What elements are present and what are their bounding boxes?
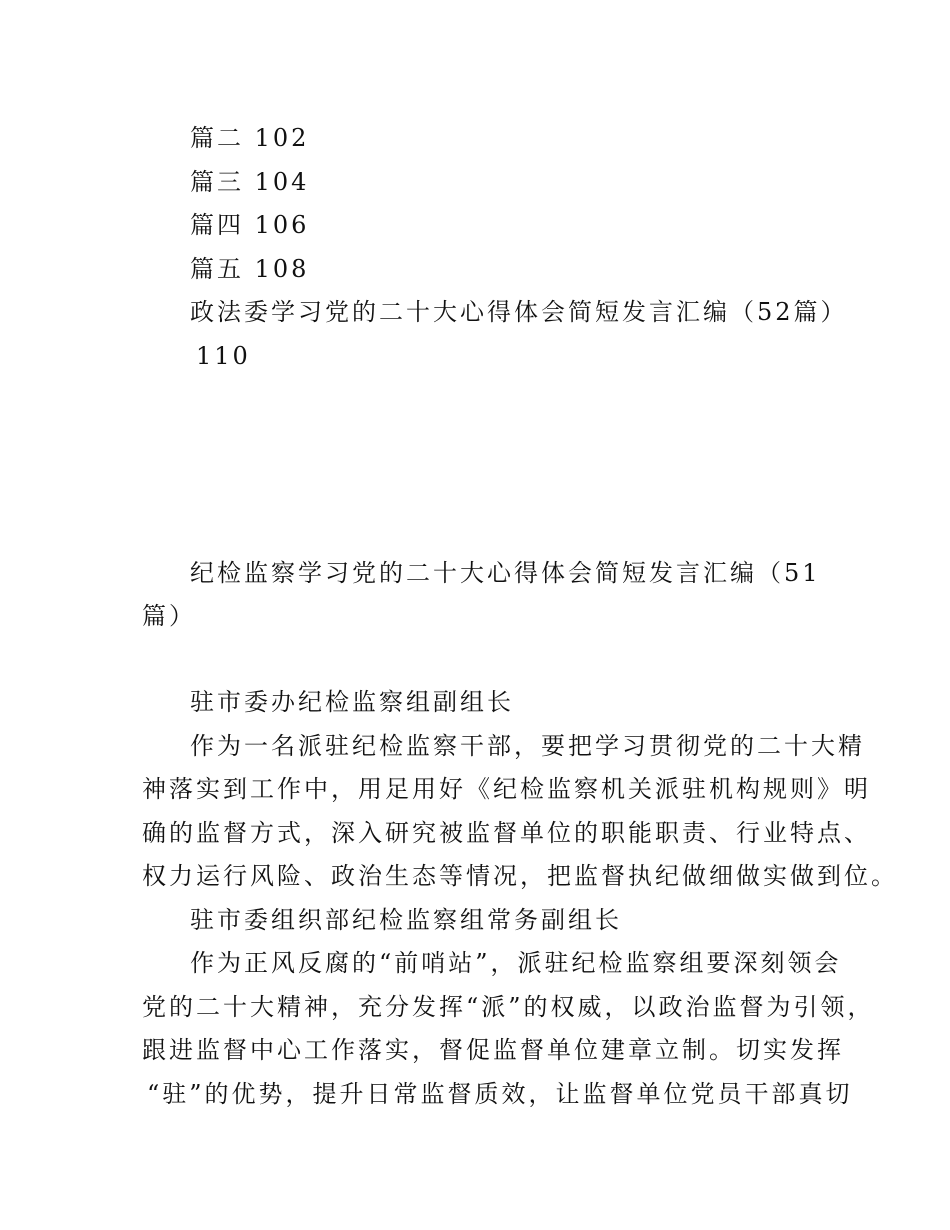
toc-entry: 篇二 102 (190, 124, 310, 152)
section-title: 纪检监察学习党的二十大心得体会简短发言汇编（51 (190, 559, 821, 587)
section-title-continued: 篇） (142, 602, 196, 630)
paragraph-line: 神落实到工作中，用足用好《纪检监察机关派驻机构规则》明 (142, 775, 871, 803)
toc-entry: 篇五 108 (190, 255, 310, 283)
toc-entry: 篇四 106 (190, 211, 310, 239)
toc-entry: 政法委学习党的二十大心得体会简短发言汇编（52篇） (190, 298, 848, 326)
paragraph-line: 确的监督方式，深入研究被监督单位的职能职责、行业特点、 (142, 819, 871, 847)
speaker-title: 驻市委组织部纪检监察组常务副组长 (190, 906, 622, 934)
paragraph-line: 跟进监督中心工作落实，督促监督单位建章立制。切实发挥 (142, 1036, 844, 1064)
paragraph-line: 作为一名派驻纪检监察干部，要把学习贯彻党的二十大精 (190, 732, 865, 760)
paragraph-line: 党的二十大精神，充分发挥“派”的权威，以政治监督为引领， (142, 993, 875, 1021)
toc-page-number: 110 (196, 342, 251, 370)
speaker-title: 驻市委办纪检监察组副组长 (190, 688, 514, 716)
toc-entry: 篇三 104 (190, 168, 310, 196)
paragraph-line: 权力运行风险、政治生态等情况，把监督执纪做细做实做到位。 (142, 862, 898, 890)
paragraph-line: 作为正风反腐的“前哨站”，派驻纪检监察组要深刻领会 (190, 949, 842, 977)
paragraph-line: “驻”的优势，提升日常监督质效，让监督单位党员干部真切 (147, 1080, 853, 1108)
